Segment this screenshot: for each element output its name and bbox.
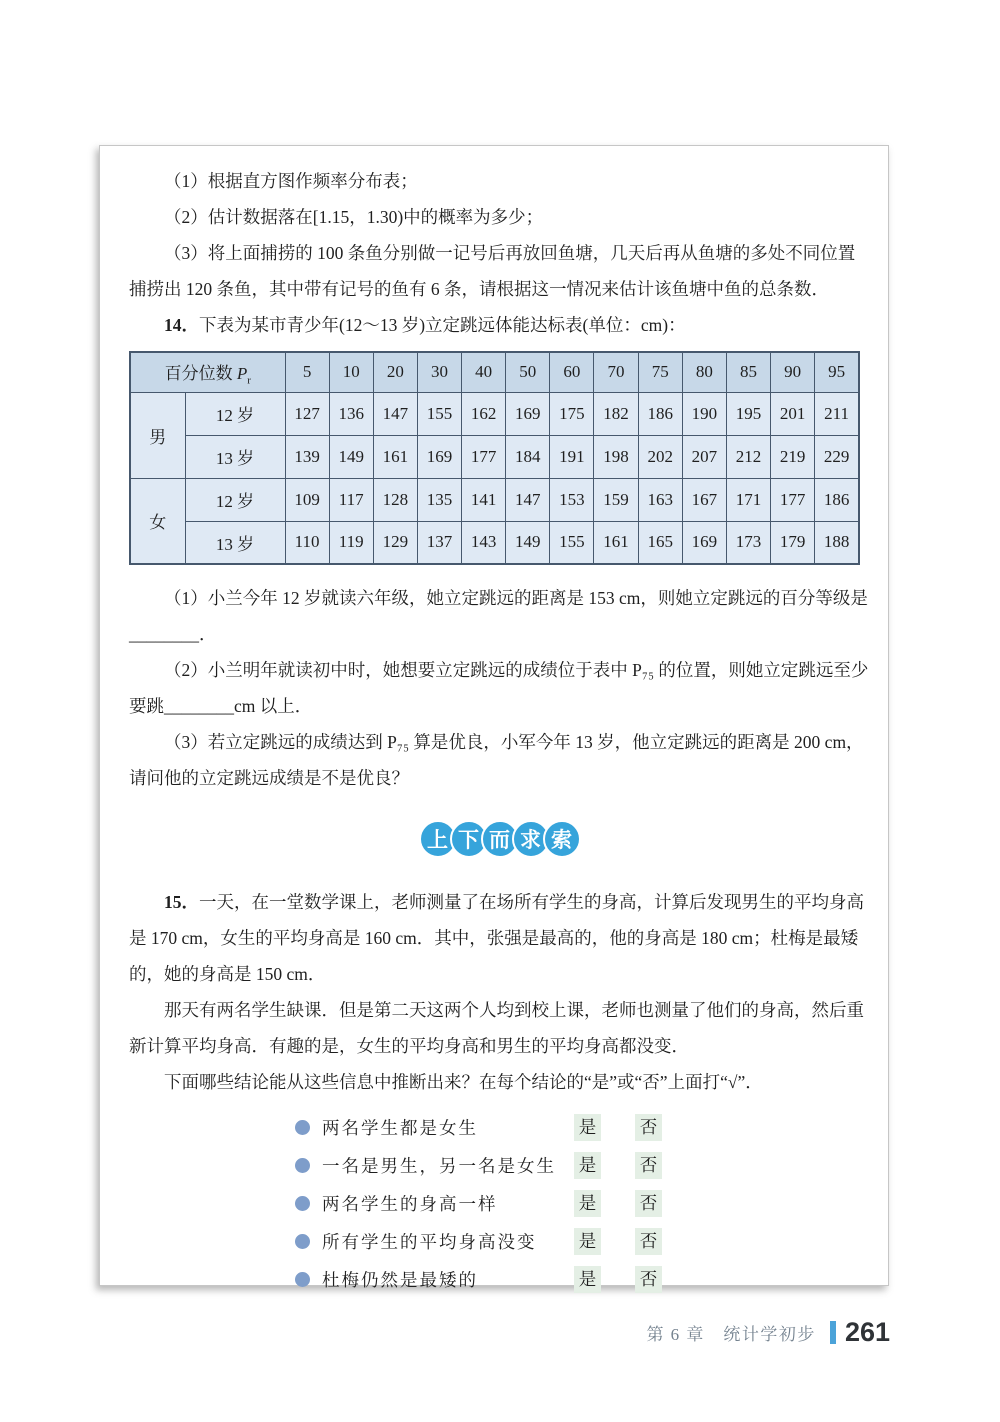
footer-accent-bar — [830, 1321, 836, 1344]
table-value-cell: 212 — [726, 435, 770, 478]
conclusions-checklist — [295, 1114, 870, 1293]
badge-char-circle: 下 — [450, 820, 488, 858]
chapter-title: 第 6 章 统计学初步 — [646, 1324, 816, 1344]
percentile-header-cell: 30 — [417, 352, 461, 392]
percentile-header-cell: 75 — [638, 352, 682, 392]
problem14-intro — [129, 307, 870, 343]
problem14-question-3: （3）若立定跳远的成绩达到 P₇₅ 算是优良，小军今年 13 岁，他立定跳远的距离是 200 cm，请问他的立定跳远成绩是不是优良？ — [129, 732, 864, 788]
problem14-question-2: （2）小兰明年就读初中时，她想要立定跳远的成绩位于表中 P₇₅ 的位置，则她立定跳远至少要跳________cm 以上． — [129, 660, 869, 716]
problem15-number: 15． — [164, 892, 199, 912]
percentile-header-cell: 80 — [682, 352, 726, 392]
table-value-cell: 109 — [285, 478, 329, 521]
badge-char-circle: 索 — [543, 820, 581, 858]
problem13-part-2: （2）估计数据落在[1.15，1.30)中的概率为多少； — [164, 207, 544, 227]
table-value-cell: 184 — [506, 435, 550, 478]
no-option[interactable]: 否 — [635, 1228, 662, 1255]
table-value-cell: 147 — [373, 392, 417, 435]
table-value-cell: 207 — [682, 435, 726, 478]
problem14-question-1: （1）小兰今年 12 岁就读六年级，她立定跳远的距离是 153 cm，则她立定跳远的百分等级是________． — [129, 588, 868, 644]
no-option[interactable]: 否 — [635, 1152, 662, 1179]
problem15-intro — [129, 884, 870, 992]
table-value-cell: 163 — [638, 478, 682, 521]
table-value-cell: 155 — [417, 392, 461, 435]
percentile-header-cell: 5 — [285, 352, 329, 392]
table-value-cell: 143 — [462, 521, 506, 564]
table-value-cell: 169 — [682, 521, 726, 564]
table-value-cell: 191 — [550, 435, 594, 478]
corner-label: 百分位数 — [164, 363, 233, 383]
table-value-cell: 169 — [506, 392, 550, 435]
table-value-cell: 161 — [594, 521, 638, 564]
table-value-cell: 167 — [682, 478, 726, 521]
table-value-cell: 149 — [506, 521, 550, 564]
table-value-cell: 202 — [638, 435, 682, 478]
table-value-cell: 117 — [329, 478, 373, 521]
conclusion-label: 两名学生都是女生 — [322, 1118, 478, 1138]
badge-char-circle: 而 — [481, 820, 519, 858]
table-value-cell: 198 — [594, 435, 638, 478]
group-label-male: 男 — [130, 392, 185, 478]
no-option[interactable]: 否 — [635, 1190, 662, 1217]
table-row-female-13 — [130, 521, 859, 564]
problem15-paragraph-1: 一天，在一堂数学课上，老师测量了在场所有学生的身高，计算后发现男生的平均身高是 170 cm，女生的平均身高是 160 cm．其中，张强是最高的，他的身高是 180 cm；杜梅是最矮的，她的身高是 150 cm． — [129, 892, 864, 984]
conclusion-label: 杜梅仍然是最矮的 — [322, 1270, 478, 1290]
textbook-page — [99, 145, 889, 1290]
table-header-row — [130, 352, 859, 392]
table-value-cell: 195 — [726, 392, 770, 435]
table-value-cell: 149 — [329, 435, 373, 478]
yes-option[interactable]: 是 — [574, 1190, 601, 1217]
age-cell: 13 岁 — [185, 521, 285, 564]
conclusion-row — [295, 1266, 870, 1293]
table-value-cell: 177 — [771, 478, 815, 521]
conclusion-row — [295, 1190, 870, 1217]
table-value-cell: 155 — [550, 521, 594, 564]
percentile-header-cell: 85 — [726, 352, 770, 392]
table-value-cell: 182 — [594, 392, 638, 435]
table-value-cell: 201 — [771, 392, 815, 435]
percentile-header-cell: 70 — [594, 352, 638, 392]
table-corner-cell — [130, 352, 285, 392]
yes-option[interactable]: 是 — [574, 1114, 601, 1141]
table-value-cell: 171 — [726, 478, 770, 521]
conclusion-row — [295, 1228, 870, 1255]
table-value-cell: 141 — [462, 478, 506, 521]
table-value-cell: 153 — [550, 478, 594, 521]
age-cell: 12 岁 — [185, 478, 285, 521]
bullet-icon — [295, 1158, 310, 1173]
table-value-cell: 186 — [638, 392, 682, 435]
table-row-male-12 — [130, 392, 859, 435]
table-value-cell: 177 — [462, 435, 506, 478]
problem13-part-3: （3）将上面捕捞的 100 条鱼分别做一记号后再放回鱼塘，几天后再从鱼塘的多处不同位置捕捞出 120 条鱼，其中带有记号的鱼有 6 条，请根据这一情况来估计该鱼塘中鱼的总条数． — [129, 243, 856, 299]
page-footer — [646, 1316, 890, 1348]
percentile-header-cell: 10 — [329, 352, 373, 392]
conclusion-label: 两名学生的身高一样 — [322, 1194, 498, 1214]
conclusion-label: 一名是男生，另一名是女生 — [322, 1156, 556, 1176]
percentile-header-cell: 40 — [462, 352, 506, 392]
conclusion-row — [295, 1114, 870, 1141]
age-cell: 12 岁 — [185, 392, 285, 435]
table-value-cell: 175 — [550, 392, 594, 435]
table-value-cell: 179 — [771, 521, 815, 564]
yes-option[interactable]: 是 — [574, 1266, 601, 1293]
problem13-part-1: （1）根据直方图作频率分布表； — [164, 171, 418, 191]
table-value-cell: 162 — [462, 392, 506, 435]
table-value-cell: 136 — [329, 392, 373, 435]
problem14-intro-text: 下表为某市青少年(12～13 岁)立定跳远体能达标表(单位：cm)： — [199, 315, 686, 335]
bullet-icon — [295, 1196, 310, 1211]
table-value-cell: 173 — [726, 521, 770, 564]
table-value-cell: 161 — [373, 435, 417, 478]
bullet-icon — [295, 1120, 310, 1135]
no-option[interactable]: 否 — [635, 1266, 662, 1293]
percentile-header-cell: 50 — [506, 352, 550, 392]
percentile-table — [129, 351, 860, 565]
percentile-header-cell: 90 — [771, 352, 815, 392]
badge-char-circle: 上 — [419, 820, 457, 858]
problem15-paragraph-3: 下面哪些结论能从这些信息中推断出来？在每个结论的“是”或“否”上面打“√”． — [164, 1072, 763, 1092]
table-value-cell: 229 — [815, 435, 859, 478]
table-value-cell: 165 — [638, 521, 682, 564]
table-value-cell: 110 — [285, 521, 329, 564]
problem15-paragraph-2: 那天有两名学生缺课．但是第二天这两个人均到校上课，老师也测量了他们的身高，然后重新计算平均身高．有趣的是，女生的平均身高和男生的平均身高都没变． — [129, 1000, 864, 1056]
table-value-cell: 119 — [329, 521, 373, 564]
table-value-cell: 127 — [285, 392, 329, 435]
table-value-cell: 147 — [506, 478, 550, 521]
table-value-cell: 211 — [815, 392, 859, 435]
table-row-male-13 — [130, 435, 859, 478]
section-badge — [129, 820, 870, 858]
table-value-cell: 159 — [594, 478, 638, 521]
table-value-cell: 128 — [373, 478, 417, 521]
yes-option[interactable]: 是 — [574, 1228, 601, 1255]
corner-variable: P — [236, 363, 248, 383]
page-number: 261 — [844, 1316, 890, 1347]
age-cell: 13 岁 — [185, 435, 285, 478]
badge-char-circle: 求 — [512, 820, 550, 858]
bullet-icon — [295, 1272, 310, 1287]
conclusion-row — [295, 1152, 870, 1179]
table-row-female-12 — [130, 478, 859, 521]
table-value-cell: 219 — [771, 435, 815, 478]
corner-subscript: r — [247, 373, 251, 386]
table-value-cell: 137 — [417, 521, 461, 564]
table-value-cell: 129 — [373, 521, 417, 564]
table-value-cell: 135 — [417, 478, 461, 521]
table-value-cell: 188 — [815, 521, 859, 564]
percentile-header-cell: 95 — [815, 352, 859, 392]
table-value-cell: 190 — [682, 392, 726, 435]
yes-option[interactable]: 是 — [574, 1152, 601, 1179]
percentile-header-cell: 60 — [550, 352, 594, 392]
percentile-header-cell: 20 — [373, 352, 417, 392]
table-value-cell: 139 — [285, 435, 329, 478]
table-value-cell: 169 — [417, 435, 461, 478]
no-option[interactable]: 否 — [635, 1114, 662, 1141]
conclusion-label: 所有学生的平均身高没变 — [322, 1232, 537, 1252]
problem14-number: 14． — [164, 315, 199, 335]
bullet-icon — [295, 1234, 310, 1249]
table-value-cell: 186 — [815, 478, 859, 521]
group-label-female: 女 — [130, 478, 185, 564]
